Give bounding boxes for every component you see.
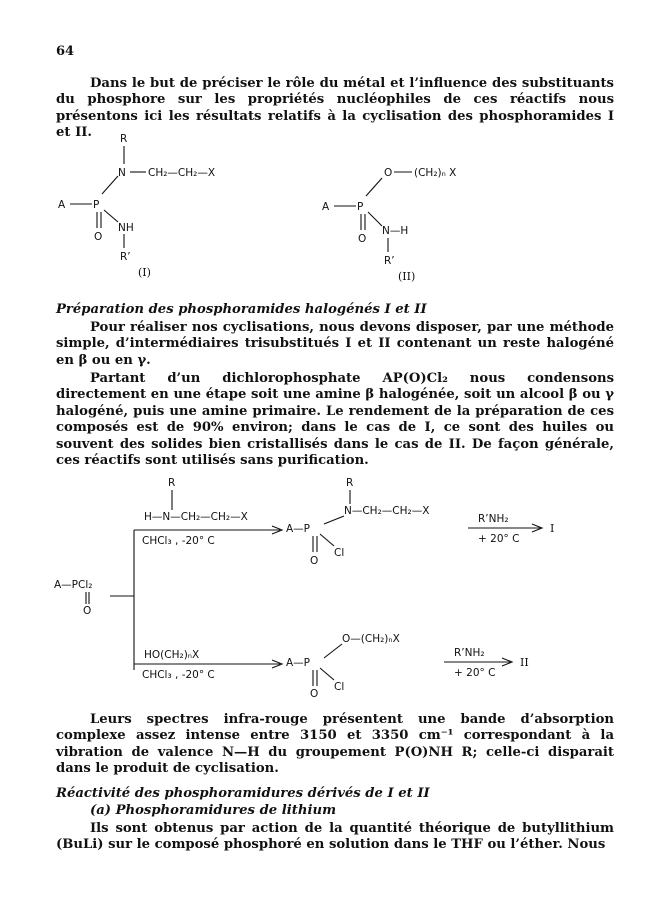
struct-I-chain: CH₂—CH₂—X (148, 167, 216, 179)
scheme-bottom-reagent2: R’NH₂ (454, 647, 485, 659)
struct-I-N: N (118, 167, 126, 179)
struct-I-A: A (58, 199, 66, 211)
intro-line-1: Dans le but de préciser le rôle du métal et l’influence des substituants du (56, 76, 614, 108)
scheme-top-product-R: R (346, 477, 354, 489)
ir-paragraph: Leurs spectres infra-rouge présentent une bande d’absorption complexe assez intense entre 3150 et 3350 cm⁻¹ correspondant à la vibration de valence N—H du groupement P(O)NH R; celle-ci disparait dans le produit de cyclisation. (56, 712, 614, 777)
page-number: 64 (56, 44, 75, 59)
struct-II-NH: N—H (382, 225, 409, 237)
struct-II-Rprime: R’ (384, 255, 395, 267)
subheading-lithium: (a) Phosphoramidures de lithium (90, 803, 337, 818)
scheme-top-product-A: A—P (286, 523, 311, 535)
scheme-top-product-Cl: Cl (334, 547, 345, 559)
struct-I-O: O (94, 231, 103, 243)
scheme-bottom-product-O: O (310, 688, 319, 700)
scheme-top-conditions: CHCl₃ , -20° C (142, 535, 215, 547)
preparation-paragraph-1: Pour réaliser nos cyclisations, nous devons disposer, par une méthode simple, d’intermédiaires trisubstitués I et II contenant un reste halogéné en β ou en γ. (56, 320, 614, 368)
structure-II (316, 148, 556, 298)
section-heading-reactivite: Réactivité des phosphoramidures dérivés de I et II (56, 786, 430, 801)
struct-II-label: (II) (398, 270, 416, 283)
reaction-scheme (50, 470, 630, 700)
scheme-bottom-conditions: CHCl₃ , -20° C (142, 669, 215, 681)
struct-I-R: R (120, 133, 128, 145)
preparation-paragraph-2: Partant d’un dichlorophosphate AP(O)Cl₂ nous condensons directement en une étape soit une amine β halogénée, soit un alcool β ou γ halogéné, puis une amine primaire. Le rendement de la préparation de ces composés est de 90% environ; dans le cas de I, ce sont des huiles ou souvent des solides bien cristallisés dans le cas de II. De façon générale, ces réactifs sont utilisés sans purification. (56, 371, 614, 469)
struct-II-O-chain: O (384, 167, 393, 179)
structure-I (50, 130, 310, 280)
intro-line-2: phosphore sur les propriétés nucléophiles de ces réactifs nous présentons ici les (56, 92, 615, 124)
scheme-top-conditions2: + 20° C (478, 533, 520, 545)
scheme-top-reagent2: R’NH₂ (478, 513, 509, 525)
scheme-top-reagent-R: R (168, 477, 176, 489)
struct-I-NH: NH (118, 222, 134, 234)
struct-I-Rprime: R’ (120, 251, 131, 263)
scheme-top-product-O: O (310, 555, 319, 567)
scheme-start-O: O (83, 605, 92, 617)
scheme-bottom-reagent: HO(CH₂)ₙX (144, 649, 200, 661)
intro-line-3: résultats relatifs à la cyclisation des phosphoramides I et II. (56, 108, 614, 141)
scheme-bottom-product-chain: O—(CH₂)ₙX (342, 633, 400, 645)
struct-II-P: P (357, 201, 364, 213)
section-heading-preparation: Préparation des phosphoramides halogénés I et II (56, 302, 427, 317)
struct-I-label: (I) (138, 266, 151, 279)
scheme-bottom-product-Cl: Cl (334, 681, 345, 693)
struct-I-P: P (93, 199, 100, 211)
scheme-bottom-conditions2: + 20° C (454, 667, 496, 679)
scheme-top-final: I (550, 522, 555, 535)
struct-II-O: O (358, 233, 367, 245)
scheme-top-reagent: H—N—CH₂—CH₂—X (144, 511, 248, 523)
scheme-top-product-chain: N—CH₂—CH₂—X (344, 505, 430, 517)
struct-II-chain: (CH₂)ₙ X (414, 167, 457, 179)
scheme-bottom-final: II (520, 656, 529, 669)
scheme-bottom-product-A: A—P (286, 657, 311, 669)
lithium-paragraph: Ils sont obtenus par action de la quantité théorique de butyllithium (BuLi) sur le composé phosphoré en solution dans le THF ou l’éther. Nous (56, 821, 614, 853)
scheme-start: A—PCl₂ (54, 579, 93, 591)
struct-II-A: A (322, 201, 330, 213)
